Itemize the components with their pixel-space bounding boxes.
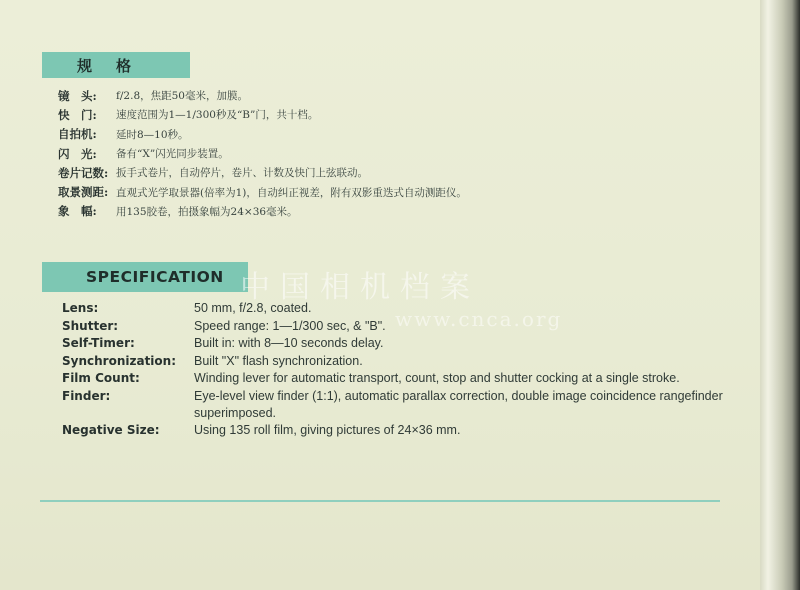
zh-spec-label: 快 门: — [58, 107, 97, 122]
en-spec-label: Film Count: — [62, 371, 140, 386]
en-spec-label: Shutter: — [62, 318, 119, 333]
en-spec-label: Finder: — [62, 388, 111, 403]
zh-spec-label: 卷片记数: — [58, 165, 109, 180]
zh-spec-label: 自拍机: — [58, 127, 97, 142]
zh-spec-value: f/2.8，焦距50毫米，加膜。 — [116, 90, 248, 103]
section-divider — [40, 500, 720, 502]
en-spec-row — [62, 353, 742, 370]
zh-spec-value: 速度范围为1—1/300秒及“B”门，共十档。 — [116, 109, 319, 122]
en-spec-value: Speed range: 1—1/300 sec, & "B". — [194, 318, 386, 333]
zh-spec-row — [58, 125, 467, 144]
zh-spec-value: 备有“X”闪光同步装置。 — [116, 148, 229, 161]
watermark-url: www.cnca.org — [395, 307, 563, 331]
en-section-title: SPECIFICATION — [42, 262, 248, 292]
en-spec-value: Winding lever for automatic transport, count, stop and shutter cocking at a single stroke. — [194, 371, 680, 386]
page-edge-shadow — [760, 0, 800, 590]
zh-spec-value: 扳手式卷片，自动停片，卷片、计数及快门上弦联动。 — [116, 167, 368, 180]
en-spec-value: Eye-level view finder (1:1), automatic parallax correction, double image coincidence rangefinder superimposed. — [194, 388, 723, 420]
en-spec-value: Built "X" flash synchronization. — [194, 353, 363, 368]
en-spec-list — [62, 300, 742, 440]
en-spec-row — [62, 422, 742, 439]
en-spec-row — [62, 335, 742, 352]
en-spec-value: Built in: with 8—10 seconds delay. — [194, 336, 384, 351]
zh-spec-row — [58, 86, 467, 105]
en-spec-row — [62, 388, 742, 421]
zh-spec-label: 闪 光: — [58, 146, 97, 161]
zh-spec-row — [58, 163, 467, 182]
en-spec-label: Lens: — [62, 301, 99, 315]
zh-spec-list — [58, 86, 467, 221]
zh-spec-row — [58, 202, 467, 221]
en-spec-label: Synchronization: — [62, 353, 176, 368]
watermark-text: 中国相机档案 — [240, 270, 480, 305]
zh-spec-row — [58, 105, 467, 124]
zh-spec-row — [58, 144, 467, 163]
en-spec-row — [62, 318, 742, 335]
en-spec-value: 50 mm, f/2.8, coated. — [194, 301, 312, 315]
en-spec-row — [62, 300, 742, 317]
en-spec-label: Self-Timer: — [62, 336, 135, 351]
en-spec-row — [62, 370, 742, 387]
zh-spec-value: 延时8—10秒。 — [116, 128, 189, 141]
zh-spec-value: 用135胶卷，拍摄象幅为24×36毫米。 — [116, 205, 298, 218]
zh-spec-label: 取景测距: — [58, 185, 109, 200]
en-spec-value: Using 135 roll film, giving pictures of 24×36 mm. — [194, 423, 461, 438]
zh-spec-row — [58, 182, 467, 201]
zh-spec-value: 直观式光学取景器(倍率为1)，自动纠正视差，附有双影重迭式自动测距仪。 — [116, 186, 467, 199]
zh-section-title: 规格 — [42, 52, 190, 78]
en-spec-label: Negative Size: — [62, 423, 160, 438]
zh-spec-label: 镜 头: — [58, 88, 97, 103]
zh-spec-label: 象 幅: — [58, 204, 97, 219]
